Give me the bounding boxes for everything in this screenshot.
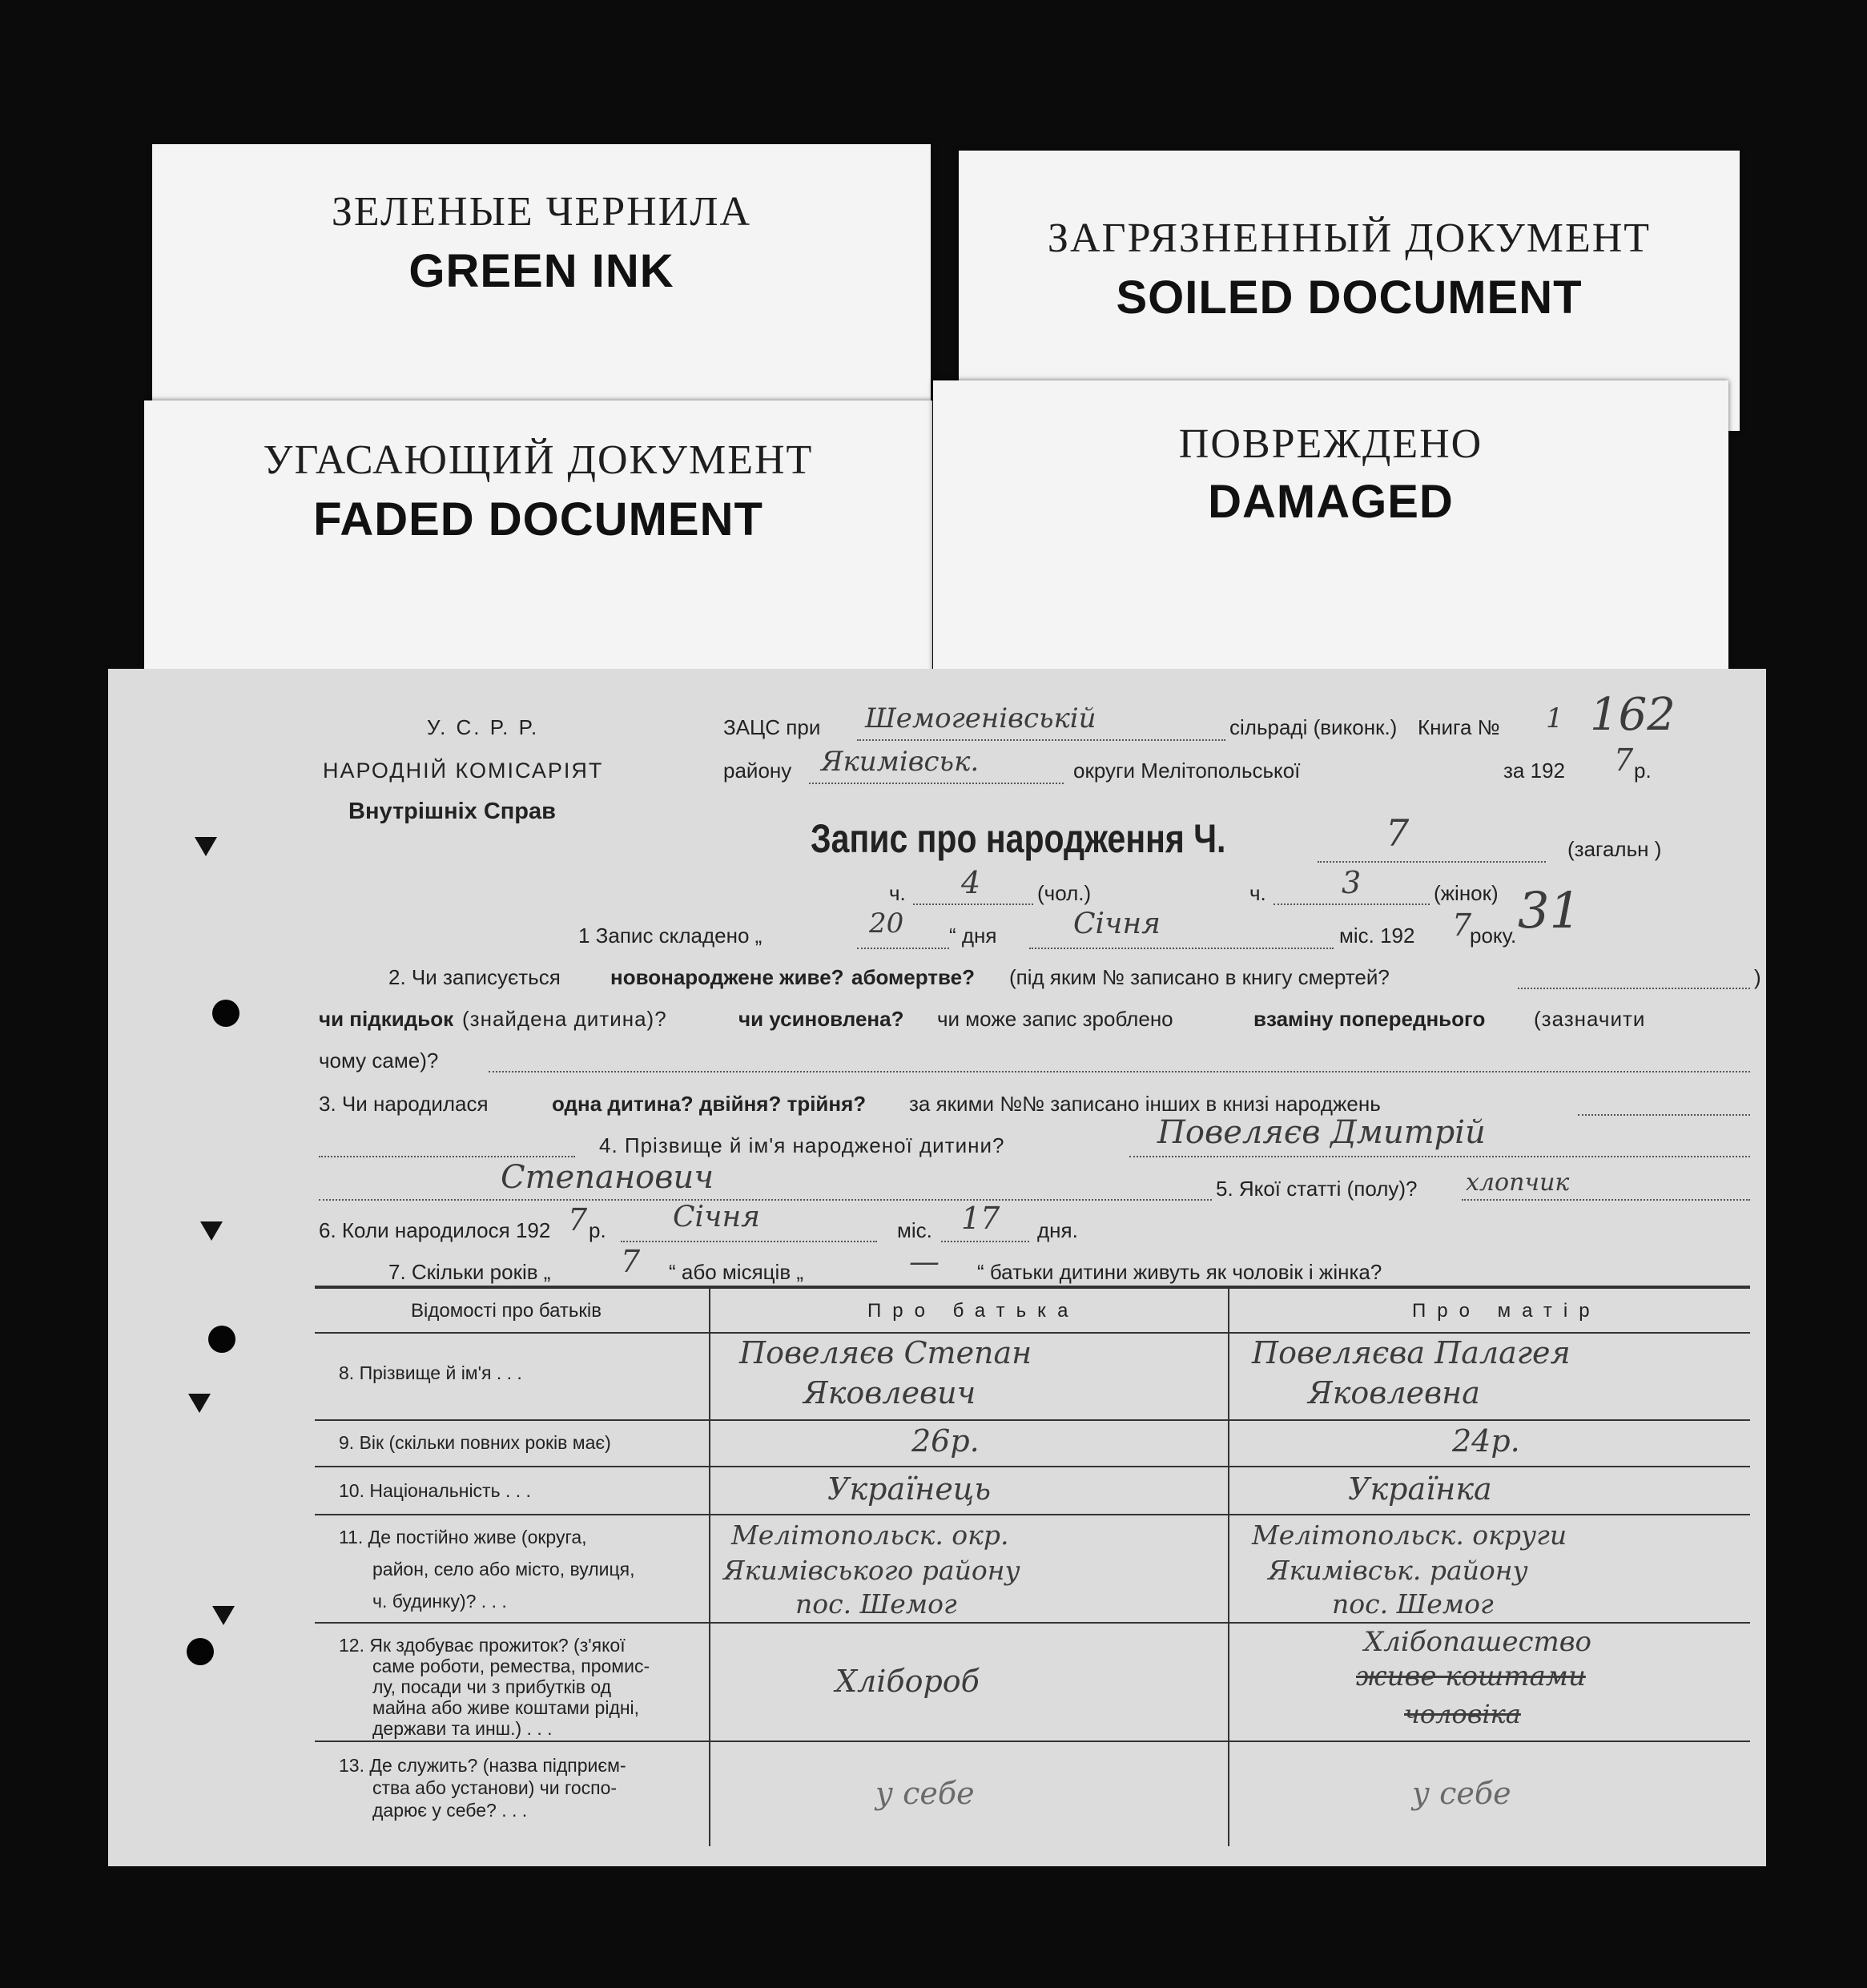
faded-ru: УГАСАЮЩИЙ ДОКУМЕНТ — [263, 437, 814, 483]
row11-label-1: 11. Де постійно живе (округа, — [339, 1527, 587, 1547]
mother-address-3: пос. Шемог — [1332, 1588, 1494, 1620]
q2-text-i: чи може запис зроблено — [937, 1007, 1173, 1031]
male-count: 4 — [961, 865, 981, 900]
row8-label: 8. Прізвище й ім'я . . . — [339, 1362, 522, 1383]
internal-affairs-header: Внутрішніх Справ — [348, 799, 556, 824]
years-together: 7 — [621, 1244, 641, 1279]
mother-occupation-2: живе коштами — [1356, 1660, 1586, 1692]
rayon-handwritten: Якимівськ. — [821, 746, 980, 778]
q2-text-e: ) — [1754, 965, 1761, 989]
q1-year-label: року. — [1470, 924, 1517, 948]
q2-text-l: чому саме)? — [319, 1048, 439, 1072]
record-number: 7 — [1386, 811, 1410, 855]
table-row-rule — [315, 1622, 1750, 1624]
margin-nick — [212, 1606, 235, 1625]
q6-text-c: міс. — [897, 1218, 932, 1242]
father-name-2: Яковлевич — [803, 1375, 976, 1411]
male-line — [913, 903, 1033, 905]
selrada-handwritten: Шемогенівській — [865, 702, 1096, 734]
commissariat-header: НАРОДНІЙ КОМІСАРІЯТ — [323, 759, 604, 783]
margin-nick — [200, 1221, 223, 1241]
row13-label-3: дарює у себе? . . . — [372, 1800, 528, 1821]
damaged-en: DAMAGED — [1208, 476, 1454, 528]
father-occupation: Хлібороб — [835, 1664, 980, 1699]
mother-occupation-1: Хлібопашество — [1364, 1626, 1591, 1658]
soiled-en: SOILED DOCUMENT — [1116, 272, 1583, 324]
mother-occupation-3: чоловіка — [1404, 1699, 1521, 1729]
q1-month-line — [1029, 948, 1334, 949]
book-label: Книга № — [1418, 715, 1500, 739]
q1-day-label: “ дня — [949, 924, 997, 948]
table-col-divider — [1228, 1286, 1229, 1846]
q2-text-d: (під яким № записано в книгу смертей? — [1009, 965, 1390, 989]
q1-prefix: 1 Запис складено „ — [578, 924, 762, 948]
selrada-line — [857, 739, 1225, 741]
row13-label-2: ства або установи) чи госпо- — [372, 1777, 618, 1798]
zags-label: ЗАЦС при — [723, 715, 821, 739]
q6-text-a: 6. Коли народилося 192 — [319, 1218, 551, 1242]
female-label: (жінок) — [1434, 881, 1499, 905]
row12-label-1: 12. Як здобуває прожиток? (з'якої — [339, 1635, 626, 1656]
row12-label-5: держави та инш.) . . . — [372, 1718, 553, 1739]
child-sex: хлопчик — [1466, 1169, 1570, 1197]
parents-table — [315, 1286, 1750, 1846]
mother-address-1: Мелітопольск. округи — [1252, 1519, 1567, 1551]
months-together: — — [909, 1244, 940, 1279]
year-digit: 7 — [1614, 742, 1634, 778]
q2-text-a: 2. Чи записується — [388, 965, 561, 989]
row13-label-1: 13. Де служить? (назва підприєм- — [339, 1755, 626, 1776]
table-row-rule — [315, 1514, 1750, 1515]
father-address-3: пос. Шемог — [795, 1588, 957, 1620]
record-no-line — [1318, 861, 1546, 863]
table-col-divider — [709, 1286, 710, 1846]
row10-label: 10. Національність . . . — [339, 1480, 531, 1501]
mother-workplace: у себе — [1412, 1776, 1511, 1811]
punch-hole — [208, 1326, 235, 1353]
q7-text-c: “ батьки дитини живуть як чоловік і жінка? — [977, 1260, 1382, 1284]
record-title: Запис про народження Ч. — [811, 816, 1226, 861]
q2-text-g: (знайдена дитина)? — [462, 1007, 667, 1031]
margin-nick — [188, 1394, 211, 1413]
birth-month: Січня — [673, 1201, 761, 1233]
q6-year-digit: 7 — [568, 1202, 588, 1237]
q5-text: 5. Якої статті (полу)? — [1216, 1177, 1418, 1201]
damaged-label-card — [933, 380, 1728, 701]
mother-age: 24р. — [1452, 1423, 1520, 1459]
book-number: 1 — [1546, 702, 1563, 734]
margin-nick — [195, 837, 217, 856]
child-name-line1: Повеляєв Дмитрій — [1157, 1114, 1486, 1151]
q4-name-line2 — [319, 1199, 1212, 1201]
rayon-suffix: округи Мелітопольської — [1073, 759, 1301, 783]
q2-alive: новонароджене живе? — [610, 965, 844, 989]
faded-document-label-card — [144, 400, 932, 705]
green-ink-ru: ЗЕЛЕНЫЕ ЧЕРНИЛА — [331, 189, 752, 235]
table-top-rule — [315, 1286, 1750, 1289]
table-row-rule — [315, 1419, 1750, 1421]
damaged-ru: ПОВРЕЖДЕНО — [1178, 421, 1483, 467]
faded-en: FADED DOCUMENT — [313, 493, 763, 545]
q1-month-label: міс. 192 — [1339, 924, 1415, 948]
q7-text-b: “ або місяців „ — [669, 1260, 804, 1284]
row11-label-2: район, село або місто, вулиця, — [372, 1559, 635, 1580]
green-ink-en: GREEN INK — [408, 245, 674, 297]
row12-label-2: саме роботи, ремества, промис- — [372, 1656, 650, 1676]
q4-leading-line — [319, 1156, 575, 1157]
father-age: 26р. — [911, 1423, 980, 1459]
row12-label-4: майна або живе коштами рідні, — [372, 1697, 640, 1718]
mother-name-1: Повеляєва Палагея — [1252, 1335, 1571, 1370]
punch-hole — [212, 1000, 239, 1027]
q2-text-k: (зазначити — [1534, 1007, 1646, 1031]
selrada-suffix: сільраді (виконк.) — [1229, 715, 1398, 739]
row9-label: 9. Вік (скільки повних років має) — [339, 1432, 611, 1453]
birth-record-form — [108, 669, 1766, 1866]
female-count: 3 — [1342, 865, 1362, 900]
female-prefix: ч. — [1249, 881, 1266, 905]
father-name-1: Повеляєв Степан — [739, 1335, 1032, 1370]
child-name-line2: Степанович — [501, 1159, 714, 1196]
q3-line — [1578, 1114, 1750, 1116]
q2-replacement: взаміну попереднього — [1253, 1007, 1486, 1031]
table-head-mother: Про матір — [1412, 1300, 1601, 1322]
q4-name-line — [1129, 1156, 1750, 1157]
mother-name-2: Яковлевна — [1308, 1375, 1480, 1411]
row11-label-3: ч. будинку)? . . . — [372, 1591, 507, 1612]
q2-dead: абомертве? — [851, 965, 976, 989]
rayon-label: району — [723, 759, 792, 783]
q1-month: Січня — [1073, 907, 1161, 940]
table-header-rule — [315, 1332, 1750, 1334]
mother-address-2: Якимівськ. району — [1268, 1555, 1528, 1586]
q2-adopted: чи усиновлена? — [738, 1007, 904, 1031]
q3-options: одна дитина? двійня? трійня? — [552, 1092, 867, 1116]
q1-day-line — [857, 948, 949, 949]
q3-text-a: 3. Чи народилася — [319, 1092, 489, 1116]
q1-year-digit: 7 — [1452, 907, 1472, 943]
father-address-1: Мелітопольск. окр. — [731, 1519, 1009, 1551]
q2-reason-line — [489, 1071, 1750, 1072]
q4-text: 4. Прізвище й ім'я народженої дитини? — [599, 1133, 1005, 1157]
female-line — [1274, 903, 1430, 905]
rayon-line — [809, 783, 1064, 784]
q2-death-line — [1518, 988, 1750, 989]
year-label: за 192 — [1503, 759, 1565, 783]
punch-hole — [187, 1638, 214, 1665]
ussr-header: У. С. Р. Р. — [427, 715, 540, 739]
soiled-ru: ЗАГРЯЗНЕННЫЙ ДОКУМЕНТ — [1047, 215, 1652, 261]
father-nationality: Українець — [827, 1471, 992, 1507]
father-workplace: у себе — [875, 1776, 975, 1811]
table-row-rule — [315, 1741, 1750, 1742]
mother-nationality: Українка — [1348, 1471, 1492, 1507]
birth-day: 17 — [961, 1201, 1000, 1236]
father-address-2: Якимівського району — [723, 1555, 1020, 1586]
q3-text-c: за якими №№ записано інших в книзі народжень — [909, 1092, 1381, 1116]
margin-record-number: 31 — [1518, 881, 1581, 940]
q7-text-a: 7. Скільки років „ — [388, 1260, 551, 1284]
male-label: (чол.) — [1037, 881, 1092, 905]
q6-month-line — [621, 1241, 877, 1242]
q6-text-d: дня. — [1037, 1218, 1078, 1242]
row12-label-3: лу, посади чи з прибутків од — [372, 1676, 612, 1697]
male-prefix: ч. — [889, 881, 906, 905]
q6-text-b: р. — [589, 1218, 606, 1242]
year-suffix: р. — [1634, 759, 1652, 783]
q5-line — [1462, 1199, 1750, 1201]
table-head-father: Про батька — [867, 1300, 1080, 1322]
table-row-rule — [315, 1466, 1750, 1467]
q1-day: 20 — [869, 907, 904, 940]
q6-day-line — [941, 1241, 1029, 1242]
green-ink-label-card — [152, 144, 931, 433]
total-label: (загальн ) — [1567, 837, 1662, 861]
sheet-number: 162 — [1590, 689, 1676, 741]
table-head-info: Відомості про батьків — [411, 1300, 602, 1322]
q2-foundling: чи підкидьок — [319, 1007, 454, 1031]
